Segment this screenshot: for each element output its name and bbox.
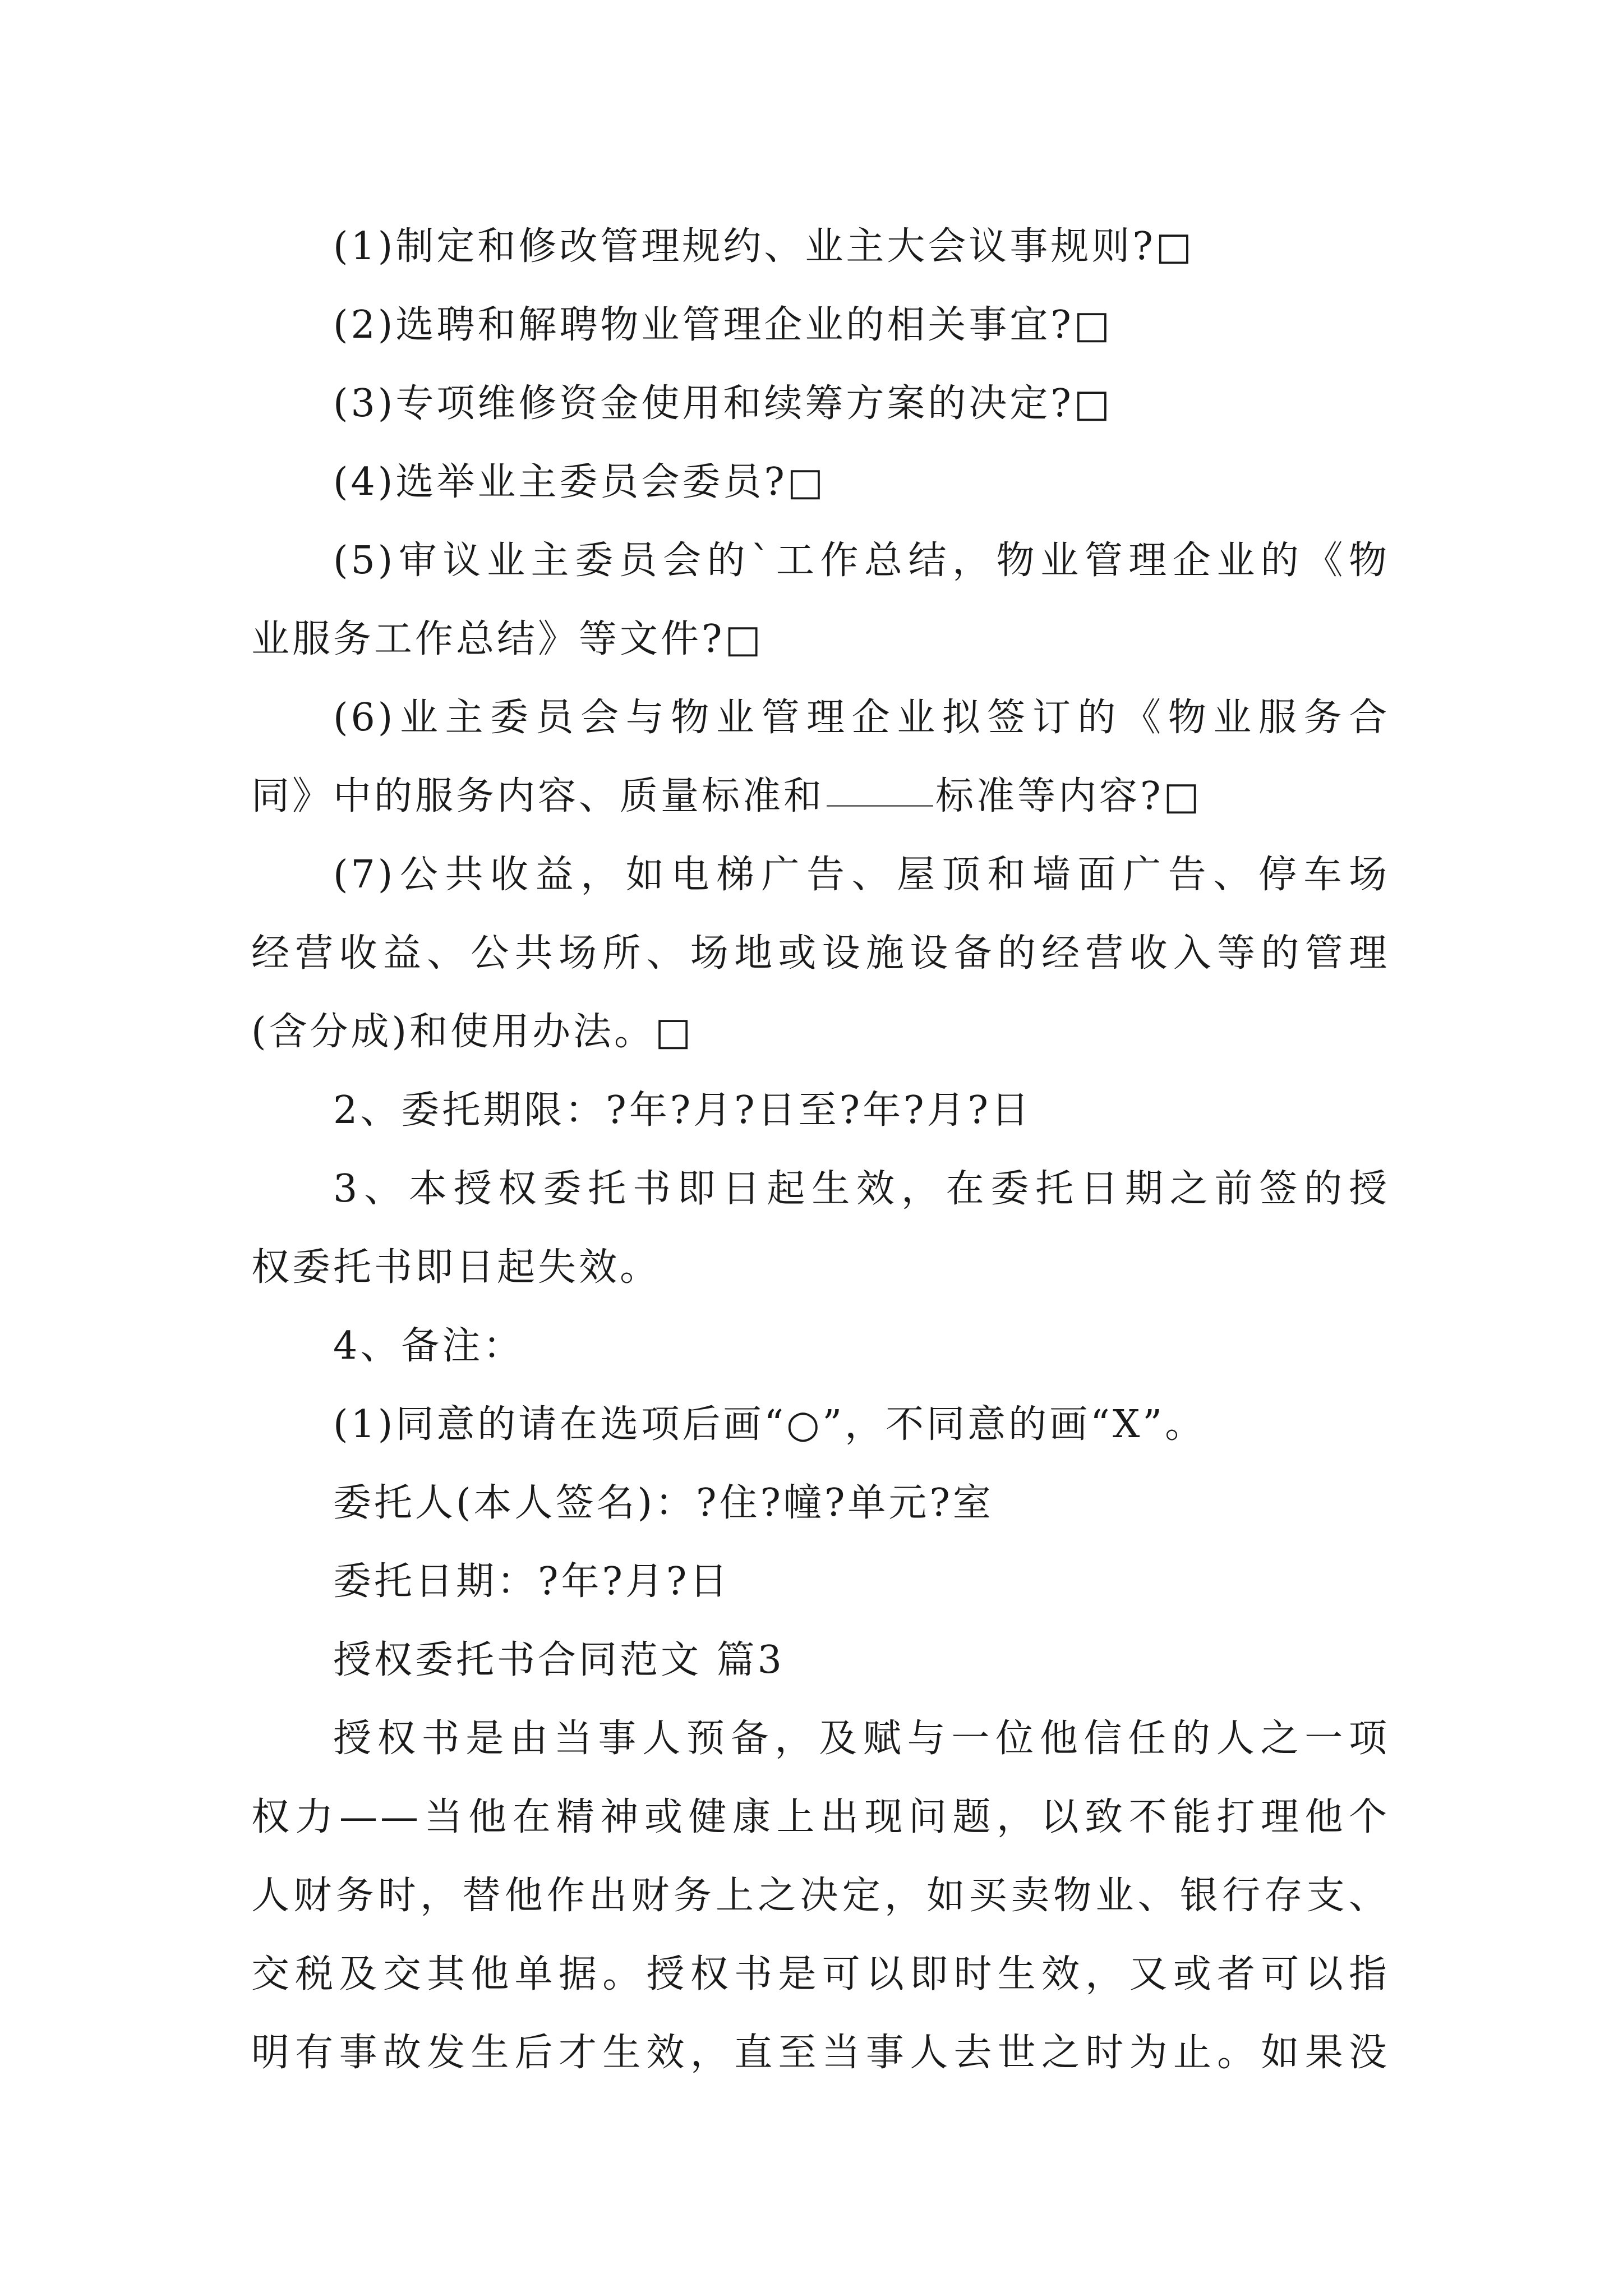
paragraph-line-3: 人财务时，替他作出财务上之决定，如买卖物业、银行存支、 — [251, 1874, 1390, 1918]
agenda-item-6-text-after-blank: 标准等内容?□ — [935, 774, 1202, 818]
effect-clause-line-2: 权委托书即日起失效。 — [251, 1245, 661, 1290]
document-body — [251, 208, 1390, 2092]
fill-in-blank — [827, 803, 933, 807]
agenda-item-5-line-1: (5)审议业主委员会的`工作总结，物业管理企业的《物 — [333, 539, 1390, 583]
remark-1: (1)同意的请在选项后画“○”，不同意的画“X”。 — [333, 1402, 1206, 1447]
paragraph-line-5: 明有事故发生后才生效，直至当事人去世之时为止。如果没 — [251, 2031, 1390, 2075]
paragraph-line-1: 授权书是由当事人预备，及赋与一位他信任的人之一项 — [333, 1717, 1390, 1761]
agenda-item-6-line-2 — [251, 757, 1390, 836]
agenda-item-7-line-3: (含分成)和使用办法。□ — [251, 1010, 694, 1054]
effect-clause-line-1: 3、本授权委托书即日起生效，在委托日期之前签的授 — [333, 1167, 1390, 1211]
entrust-term: 2、委托期限：?年?月?日至?年?月?日 — [333, 1088, 1032, 1133]
agenda-item-6-line-1: (6)业主委员会与物业管理企业拟签订的《物业服务合 — [333, 696, 1390, 740]
agenda-item-1: (1)制定和修改管理规约、业主大会议事规则?□ — [333, 224, 1195, 269]
principal-signature: 委托人(本人签名)：?住?幢?单元?室 — [333, 1481, 994, 1525]
agenda-item-2: (2)选聘和解聘物业管理企业的相关事宜?□ — [333, 303, 1113, 347]
agenda-item-5-line-2: 业服务工作总结》等文件?□ — [251, 617, 764, 661]
agenda-item-3: (3)专项维修资金使用和续筹方案的决定?□ — [333, 381, 1113, 426]
agenda-item-4: (4)选举业主委员会委员?□ — [333, 460, 827, 504]
remarks-heading: 4、备注： — [333, 1324, 524, 1368]
agenda-item-6-text-before-blank: 同》中的服务内容、质量标准和 — [251, 774, 825, 818]
agenda-item-7-line-2: 经营收益、公共场所、场地或设施设备的经营收入等的管理 — [251, 931, 1390, 976]
paragraph-line-4: 交税及交其他单据。授权书是可以即时生效，又或者可以指 — [251, 1952, 1390, 1996]
paragraph-line-2: 权力——当他在精神或健康上出现问题，以致不能打理他个 — [251, 1795, 1390, 1839]
section-heading: 授权委托书合同范文 篇3 — [333, 1638, 785, 1682]
entrust-date: 委托日期：?年?月?日 — [333, 1559, 731, 1604]
agenda-item-7-line-1: (7)公共收益，如电梯广告、屋顶和墙面广告、停车场 — [333, 853, 1390, 897]
